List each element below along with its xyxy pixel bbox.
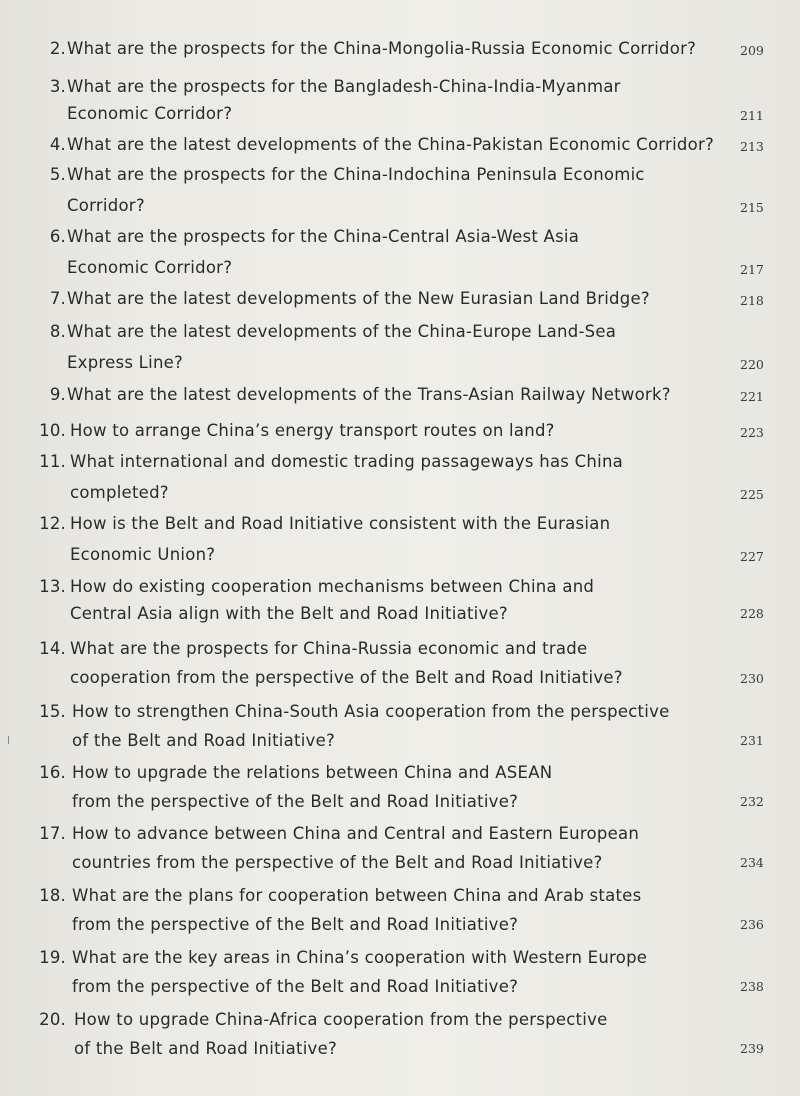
entry-title-line: What are the latest developments of the China-Europe Land-Sea <box>67 322 617 341</box>
entry-title-line: What are the prospects for China-Russia economic and trade <box>70 639 588 658</box>
entry-number: 2. <box>49 39 66 58</box>
page-number: 239 <box>740 1041 764 1056</box>
entry-title-line: Express Line? <box>67 353 184 372</box>
entry-title-line: What are the key areas in China’s cooperation with Western Europe <box>72 948 648 967</box>
page-number: 238 <box>740 979 764 994</box>
entry-number: 13. <box>39 577 66 596</box>
page-number: 211 <box>740 108 764 123</box>
entry-title-line: How to arrange China’s energy transport routes on land? <box>70 421 555 440</box>
entry-title-line: Corridor? <box>67 196 145 215</box>
entry-number: 17. <box>39 824 66 843</box>
entry-number: 7. <box>49 289 66 308</box>
entry-number: 12. <box>39 514 66 533</box>
entry-title-line: Central Asia align with the Belt and Road Initiative? <box>70 604 508 623</box>
entry-title-line: countries from the perspective of the Belt and Road Initiative? <box>72 853 603 872</box>
page-number: 236 <box>740 917 764 932</box>
entry-title-line: Economic Corridor? <box>67 104 233 123</box>
entry-title-line: What are the plans for cooperation between China and Arab states <box>72 886 642 905</box>
entry-number: 8. <box>49 322 66 341</box>
page-number: 225 <box>740 487 764 502</box>
page-number: 234 <box>740 855 764 870</box>
page-number: 217 <box>740 262 764 277</box>
page-number: 221 <box>740 389 764 404</box>
entry-title-line: What are the latest developments of the China-Pakistan Economic Corridor? <box>67 135 715 154</box>
entry-title-line: Economic Union? <box>70 545 216 564</box>
entry-number: 6. <box>49 227 66 246</box>
entry-number: 14. <box>39 639 66 658</box>
margin-mark <box>8 736 9 744</box>
entry-title-line: What are the prospects for the China-Indochina Peninsula Economic <box>67 165 645 184</box>
entry-number: 20. <box>39 1010 66 1029</box>
entry-number: 16. <box>39 763 66 782</box>
page-number: 227 <box>740 549 764 564</box>
page-number: 223 <box>740 425 764 440</box>
entry-title-line: What are the prospects for the China-Central Asia-West Asia <box>67 227 580 246</box>
page-number: 232 <box>740 794 764 809</box>
page-number: 220 <box>740 357 764 372</box>
entry-title-line: What are the prospects for the Bangladesh-China-India-Myanmar <box>67 77 621 96</box>
page-number: 218 <box>740 293 764 308</box>
entry-title-line: of the Belt and Road Initiative? <box>74 1039 337 1058</box>
entry-title-line: How to advance between China and Central and Eastern European <box>72 824 640 843</box>
entry-title-line: How is the Belt and Road Initiative consistent with the Eurasian <box>70 514 611 533</box>
entry-title-line: from the perspective of the Belt and Road Initiative? <box>72 977 519 996</box>
entry-title-line: What are the prospects for the China-Mongolia-Russia Economic Corridor? <box>67 39 697 58</box>
page-number: 230 <box>740 671 764 686</box>
entry-title-line: How do existing cooperation mechanisms between China and <box>70 577 595 596</box>
entry-number: 10. <box>39 421 66 440</box>
entry-number: 18. <box>39 886 66 905</box>
entry-title-line: What international and domestic trading passageways has China <box>70 452 624 471</box>
entry-number: 19. <box>39 948 66 967</box>
entry-title-line: completed? <box>70 483 169 502</box>
entry-number: 15. <box>39 702 66 721</box>
page-number: 231 <box>740 733 764 748</box>
entry-number: 5. <box>49 165 66 184</box>
page-number: 209 <box>740 43 764 58</box>
entry-title-line: What are the latest developments of the Trans-Asian Railway Network? <box>67 385 671 404</box>
entry-number: 11. <box>39 452 66 471</box>
entry-number: 4. <box>49 135 66 154</box>
entry-number: 3. <box>49 77 66 96</box>
entry-title-line: from the perspective of the Belt and Road Initiative? <box>72 915 519 934</box>
entry-number: 9. <box>49 385 66 404</box>
entry-title-line: cooperation from the perspective of the Belt and Road Initiative? <box>70 668 623 687</box>
page-number: 215 <box>740 200 764 215</box>
entry-title-line: of the Belt and Road Initiative? <box>72 731 335 750</box>
entry-title-line: Economic Corridor? <box>67 258 233 277</box>
entry-title-line: from the perspective of the Belt and Road Initiative? <box>72 792 519 811</box>
page-number: 213 <box>740 139 764 154</box>
entry-title-line: How to strengthen China-South Asia cooperation from the perspective <box>72 702 670 721</box>
entry-title-line: How to upgrade China-Africa cooperation from the perspective <box>74 1010 608 1029</box>
entry-title-line: What are the latest developments of the New Eurasian Land Bridge? <box>67 289 650 308</box>
page-number: 228 <box>740 606 764 621</box>
entry-title-line: How to upgrade the relations between China and ASEAN <box>72 763 553 782</box>
